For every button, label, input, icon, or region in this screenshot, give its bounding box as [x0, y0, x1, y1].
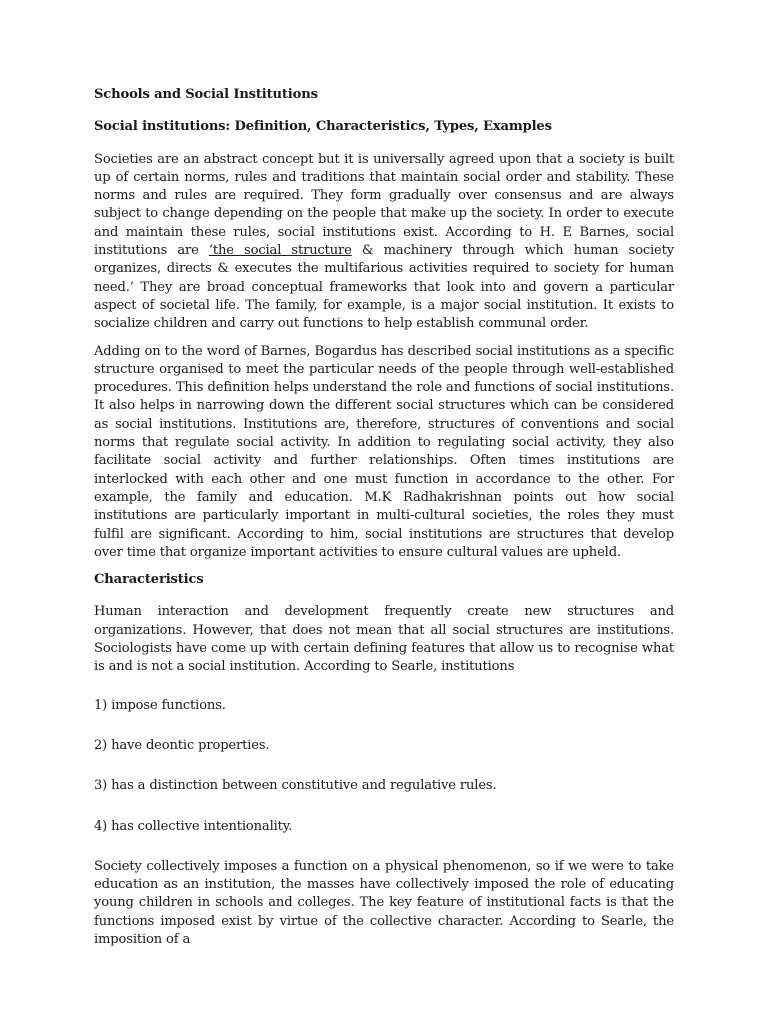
list-item: 3) has a distinction between constitutive and regulative rules. — [94, 778, 497, 794]
list-item: 4) has collective intentionality. — [94, 818, 293, 834]
paragraph-human-interaction: Human interaction and development frequently create new structures and organizations. However, that does not mean that all social structures are institutions. Sociologists have come up with certain defining features that allow us to recognise what is and is not a social institution. According to Searle, institutions — [94, 604, 674, 675]
document-title: Schools and Social Institutions — [94, 87, 318, 102]
characteristics-heading: Characteristics — [94, 572, 204, 588]
paragraph-societies — [94, 151, 674, 334]
paragraph-societies-text-end: & machinery through which human society organizes, directs & executes the multifarious activities required to society for human need.’ They are broad conceptual frameworks that look into and govern a particular aspect of societal life. The family, for example, is a major social institution. It exists to socialize children and carry out functions to help establish communal order. — [94, 243, 675, 332]
list-item: 2) have deontic properties. — [94, 737, 270, 753]
document-page — [94, 86, 674, 957]
paragraph-society-collectively: Society collectively imposes a function on a physical phenomenon, so if we were to take education as an institution, the masses have collectively imposed the role of educating young children in schools and colleges. The key feature of institutional facts is that the functions imposed exist by virtue of the collective character. According to Searle, the imposition of a — [94, 858, 674, 947]
document-subtitle: Social institutions: Definition, Characteristics, Types, Examples — [94, 119, 552, 135]
list-item: 1) impose functions. — [94, 697, 226, 713]
paragraph-societies-text-start: Societies are an abstract concept but it is universally agreed upon that a society is built up of certain norms, rules and traditions that maintain social order and stability. These norms and rules are required. They form gradually over consensus and are always subject to change depending on the people that make up the society. In order to execute and maintain these rules, social institutions exist. According to H. E Barnes, social institutions are — [94, 151, 674, 259]
searle-list — [94, 697, 674, 836]
paragraph-bogardus: Adding on to the word of Barnes, Bogardus has described social institutions as a specific structure organised to meet the particular needs of the people through well-established procedures. This definition helps understand the role and functions of social institutions. It also helps in narrowing down the different social structures which can be considered as social institutions. Institutions are, therefore, structures of conventions and social norms that regulate social activity. In addition to regulating social activity, they also facilitate social activity and further relationships. Often times institutions are interlocked with each other and one must function in accordance to the other. For example, the family and education. M.K Radhakrishnan points out how social institutions are particularly important in multi-cultural societies, the roles they must fulfil are significant. According to him, social institutions are structures that develop over time that organize important activities to ensure cultural values are upheld. — [94, 343, 674, 560]
underlined-quote-social-structure: ‘the social structure — [208, 243, 352, 259]
